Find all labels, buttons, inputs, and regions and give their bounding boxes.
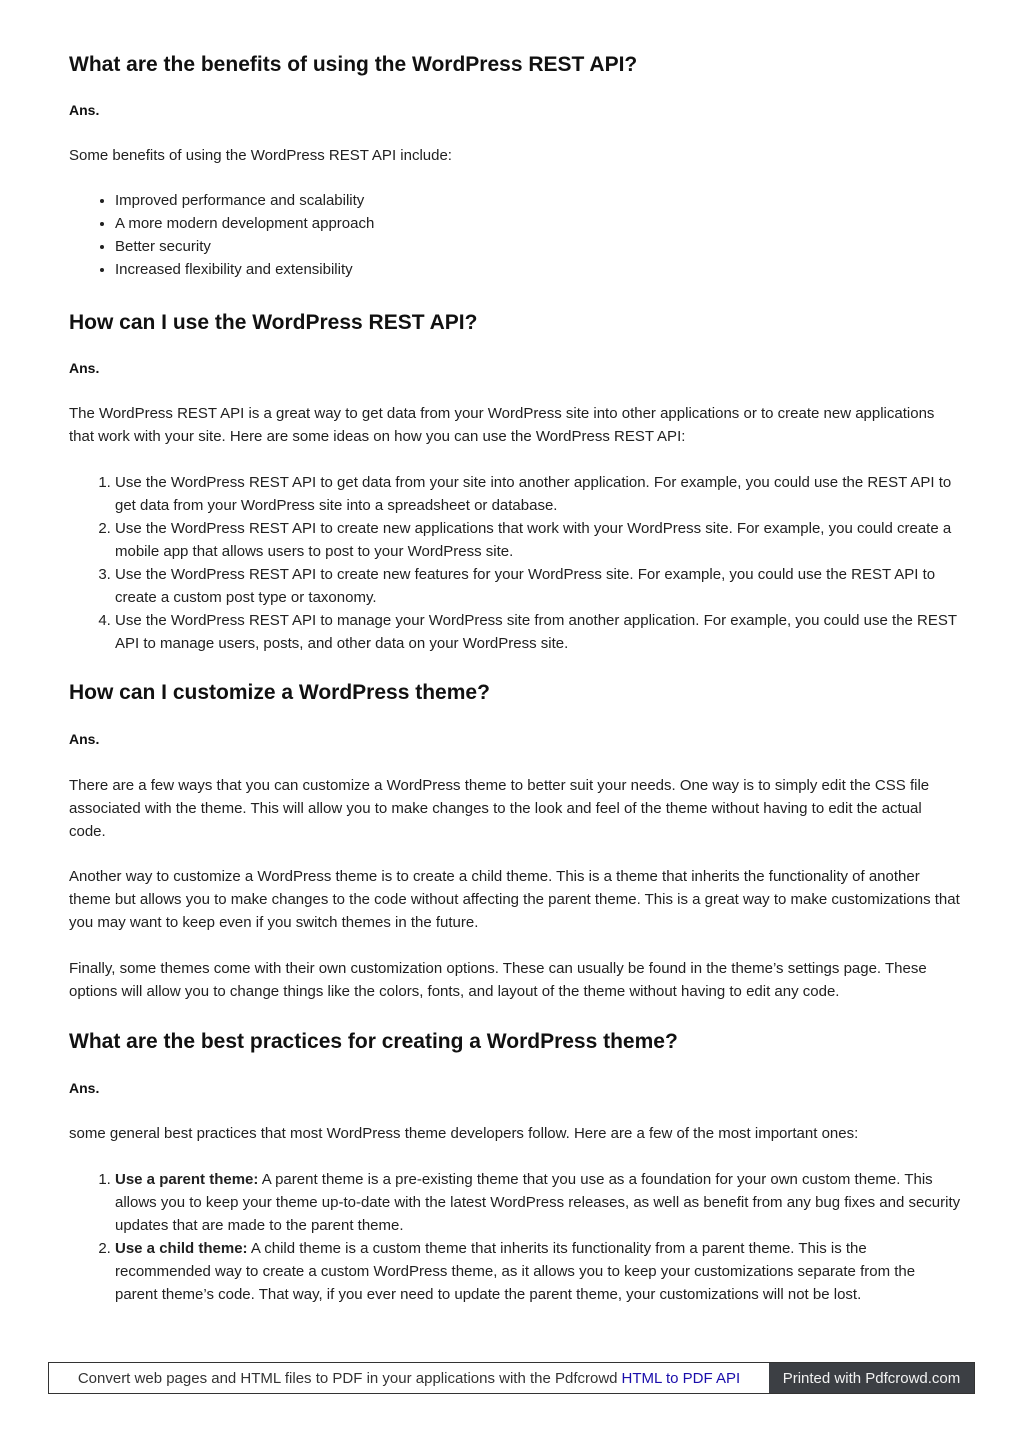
list-item <box>115 1168 961 1237</box>
section-rest-api-benefits <box>69 51 961 281</box>
benefits-list <box>69 189 961 281</box>
footer-text: Convert web pages and HTML files to PDF in your applications with the Pdfcrowd <box>77 1369 618 1387</box>
list-item: 2. Use the WordPress REST API to create new applications that work with your WordPress site. For example, you could create a mobile app that allows users to post to your WordPress site. <box>115 517 961 563</box>
paragraph: Finally, some themes come with their own customization options. These can usually be found in the theme’s settings page. These options will allow you to change things like the colors, fonts, and layout of the theme without having to edit any code. <box>69 960 927 1000</box>
practices-list <box>69 1168 961 1306</box>
list-item: • Improved performance and scalability <box>115 189 961 212</box>
item-text: A parent theme is a pre-existing theme that you use as a foundation for your own custom theme. This allows you to keep your theme up-to-date with the latest WordPress releases, as well as benefit from any bug fixes and security updates that are made to the parent theme. <box>115 1171 961 1234</box>
item-title: Use a parent theme: <box>115 1171 259 1188</box>
paragraph: There are a few ways that you can customize a WordPress theme to better suit your needs. One way is to simply edit the CSS file associated with the theme. This will allow you to make changes to the look and feel of the theme without having to edit the actual code. <box>69 777 930 840</box>
item-title: Use a child theme: <box>115 1240 248 1257</box>
heading: How can I use the WordPress REST API? <box>69 311 478 334</box>
intro-paragraph: some general best practices that most WordPress theme developers follow. Here are a few of the most important ones: <box>69 1125 859 1142</box>
pdfcrowd-footer <box>48 1362 975 1394</box>
paragraph: Another way to customize a WordPress theme is to create a child theme. This is a theme that inherits the functionality of another theme but allows you to make changes to the code without affecting the parent theme. This is a great way to make customizations that you may want to keep even if you switch themes in the future. <box>69 868 960 931</box>
intro-paragraph: Some benefits of using the WordPress REST API include: <box>69 147 452 164</box>
heading: What are the best practices for creating a WordPress theme? <box>69 1030 678 1053</box>
section-customize-theme <box>69 679 961 1003</box>
ideas-list <box>69 471 961 655</box>
footer-banner <box>49 1363 769 1393</box>
section-best-practices <box>69 1028 961 1306</box>
list-item: • Better security <box>115 235 961 258</box>
list-item: 3. Use the WordPress REST API to create new features for your WordPress site. For example, you could use the REST API to create a custom post type or taxonomy. <box>115 563 961 609</box>
list-item <box>115 1237 961 1306</box>
list-item: 4. Use the WordPress REST API to manage your WordPress site from another application. For example, you could use the REST API to manage users, posts, and other data on your WordPress site. <box>115 609 961 655</box>
ans-label: Ans. <box>69 102 100 118</box>
heading: How can I customize a WordPress theme? <box>69 681 490 704</box>
ans-label: Ans. <box>69 731 100 747</box>
section-use-rest-api <box>69 309 961 655</box>
heading: What are the benefits of using the WordPress REST API? <box>69 53 638 76</box>
ans-label: Ans. <box>69 1080 100 1096</box>
html-to-pdf-api-link[interactable]: HTML to PDF API <box>621 1369 741 1387</box>
list-item: • Increased flexibility and extensibility <box>115 258 961 281</box>
item-text: A child theme is a custom theme that inherits its functionality from a parent theme. This is the recommended way to create a custom WordPress theme, as it allows you to keep your customizations separate from the parent theme’s code. That way, if you ever need to update the parent theme, your customizations will not be lost. <box>115 1240 916 1303</box>
intro-paragraph: The WordPress REST API is a great way to get data from your WordPress site into other applications or to create new applications that work with your site. Here are some ideas on how you can use the WordPress REST API: <box>69 405 935 445</box>
list-item: 1. Use the WordPress REST API to get data from your site into another application. For example, you could use the REST API to get data from your WordPress site into a spreadsheet or database. <box>115 471 961 517</box>
ans-label: Ans. <box>69 360 100 376</box>
printed-with-badge[interactable]: Printed with Pdfcrowd.com <box>769 1363 974 1393</box>
list-item: • A more modern development approach <box>115 212 961 235</box>
